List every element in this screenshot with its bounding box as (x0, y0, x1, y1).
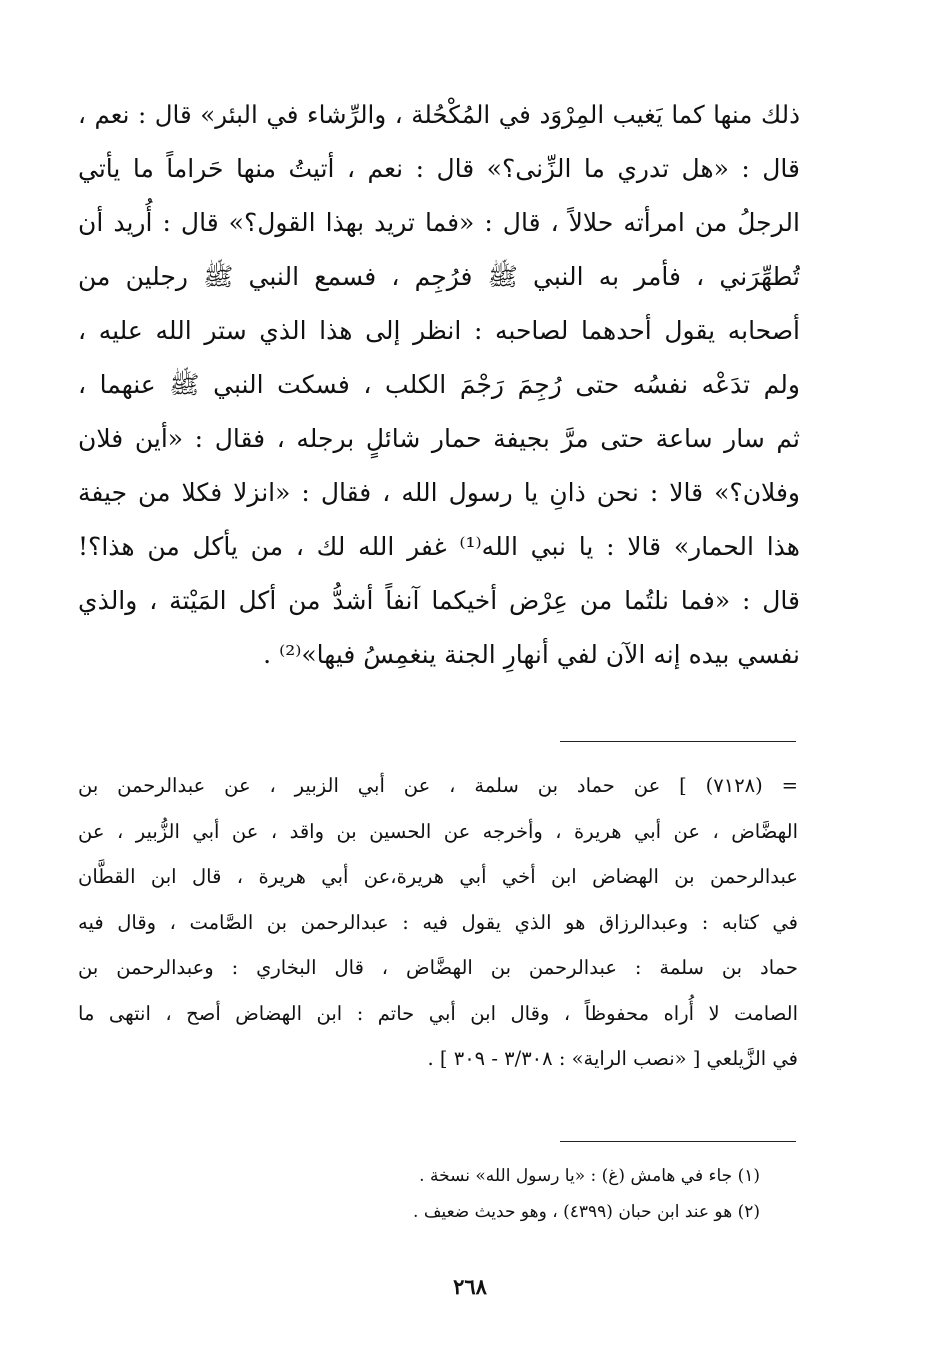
note-line: في الزَّيلعي [ «نصب الراية» : ٣/٣٠٨ - ٣٠٩ ] . (427, 1047, 798, 1070)
main-text-line: هذا الحمار» قالا : يا نبي الله⁽¹⁾ غفر الله لك ، من يأكل من هذا؟! (78, 532, 800, 561)
note-line: عبدالرحمن بن الهضاض ابن أخي أبي هريرة،عن أبي هريرة ، قال ابن القطَّان (78, 865, 798, 888)
main-text-line: وفلان؟» قالا : نحن ذانِ يا رسول الله ، فقال : «انزلا فكلا من جيفة (78, 478, 800, 507)
footnote-separator-rule (560, 741, 796, 742)
footnote: (١) جاء في هامش (غ) : «يا رسول الله» نسخة . (419, 1166, 760, 1186)
note-line: = (٧١٢٨) ] عن حماد بن سلمة ، عن أبي الزبير ، عن عبدالرحمن بن (78, 774, 798, 797)
page-number: ٢٦٨ (453, 1274, 487, 1299)
main-text-line: ولم تدَعْه نفسُه حتى رُجِمَ رَجْمَ الكلب ، فسكت النبي ﷺ عنهما ، (78, 370, 800, 399)
note-line: الهضَّاض ، عن أبي هريرة ، وأخرجه عن الحسين بن واقد ، عن أبي الزُّبير ، عن (78, 819, 798, 843)
main-text-block (78, 88, 800, 682)
continued-note-block (78, 763, 798, 1082)
note-line: الصامت لا أُراه محفوظاً ، وقال ابن أبي حاتم : ابن الهضاض أصح ، انتهى ما (78, 1001, 798, 1025)
main-text-line: نفسي بيده إنه الآن لفي أنهارِ الجنة ينغمِسُ فيها»⁽²⁾ . (263, 640, 800, 669)
footnote: (٢) هو عند ابن حبان (٤٣٩٩) ، وهو حديث ضعيف . (413, 1202, 760, 1222)
note-line: حماد بن سلمة : عبدالرحمن بن الهضَّاض ، قال البخاري : وعبدالرحمن بن (78, 956, 798, 979)
main-text-line: قال : «فما نلتُما من عِرْض أخيكما آنفاً أشدُّ من أكل المَيْتة ، والذي (78, 586, 800, 615)
footnotes-block (300, 1158, 760, 1230)
main-text-line: قال : «هل تدري ما الزِّنى؟» قال : نعم ، أتيتُ منها حَراماً ما يأتي (78, 154, 800, 183)
note-line: في كتابه : وعبدالرزاق هو الذي يقول فيه : عبدالرحمن بن الصَّامت ، وقال فيه (78, 910, 798, 934)
main-text-line: الرجلُ من امرأته حلالاً ، قال : «فما تريد بهذا القول؟» قال : أُريد أن (78, 208, 800, 237)
main-text-line: ثم سار ساعة حتى مرَّ بجيفة حمار شائلٍ برجله ، فقال : «أين فلان (78, 424, 800, 453)
main-text-line: تُطهِّرَني ، فأمر به النبي ﷺ فرُجِم ، فسمع النبي ﷺ رجلين من (78, 262, 800, 291)
main-text-line: ذلك منها كما يَغيب المِرْوَد في المُكْحُلة ، والرِّشاء في البئر» قال : نعم ، (78, 100, 800, 129)
footnote-separator-rule (560, 1141, 796, 1142)
main-text-line: أصحابه يقول أحدهما لصاحبه : انظر إلى هذا الذي ستر الله عليه ، (78, 316, 800, 345)
